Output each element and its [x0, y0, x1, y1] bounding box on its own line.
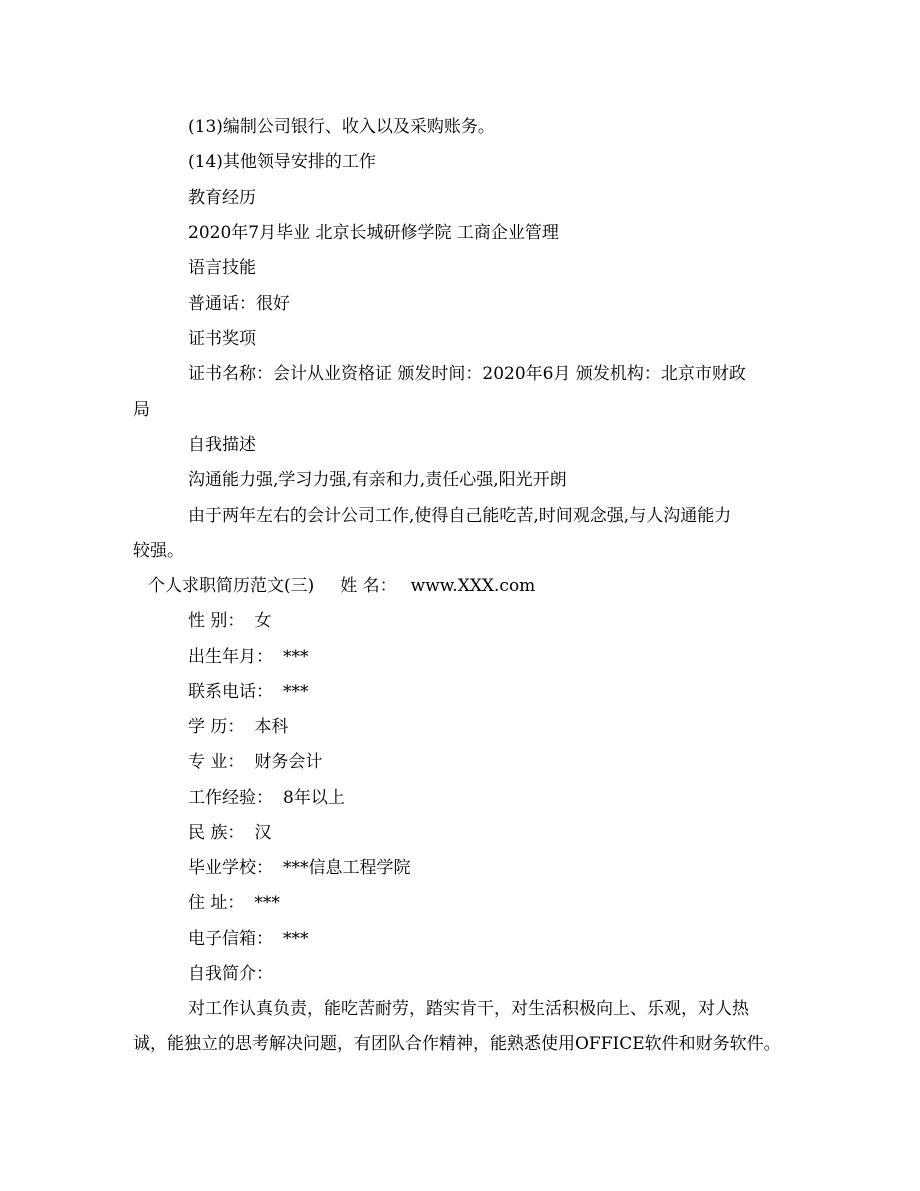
field-value: *** [283, 682, 309, 702]
field-email [188, 927, 309, 951]
field-value: *** [254, 893, 280, 913]
field-label: 专 业： [188, 752, 245, 772]
education-detail: 2020年7月毕业 北京长城研修学院 工商企业管理 [188, 223, 559, 243]
field-value: 本科 [254, 717, 289, 737]
self-intro-heading: 自我简介： [188, 964, 273, 984]
field-experience [188, 786, 345, 810]
field-value: 8年以上 [283, 788, 345, 808]
certificates-heading: 证书奖项 [188, 329, 256, 349]
field-major [188, 750, 322, 774]
field-phone [188, 680, 309, 704]
field-address [188, 891, 280, 915]
field-value: 汉 [254, 823, 272, 843]
self-description-heading: 自我描述 [188, 435, 256, 455]
field-value: *** [283, 929, 309, 949]
field-label: 电子信箱： [188, 929, 273, 949]
field-label: 联系电话： [188, 682, 273, 702]
resume-title-row [148, 574, 535, 598]
certificate-detail: 证书名称：会计从业资格证 颁发时间：2020年6月 颁发机构：北京市财政 [188, 364, 746, 384]
field-school [188, 856, 411, 880]
duty-item-14: (14)其他领导安排的工作 [188, 152, 376, 172]
self-intro-line: 对工作认真负责，能吃苦耐劳，踏实肯干，对生活积极向上、乐观，对人热 [188, 999, 749, 1019]
field-label: 毕业学校： [188, 858, 273, 878]
field-gender [188, 609, 271, 633]
field-label: 出生年月： [188, 647, 273, 667]
field-label: 学 历： [188, 717, 245, 737]
field-birth-date [188, 645, 309, 669]
field-education-level [188, 715, 288, 739]
self-intro-line: 诚，能独立的思考解决问题，有团队合作精神，能熟悉使用OFFICE软件和财务软件。 [133, 1034, 781, 1054]
field-label: 工作经验： [188, 788, 273, 808]
field-value: ***信息工程学院 [283, 858, 411, 878]
duty-item-13: (13)编制公司银行、收入以及采购账务。 [188, 117, 495, 137]
certificate-detail-continued: 局 [133, 400, 150, 420]
self-description-line: 由于两年左右的会计公司工作,使得自己能吃苦,时间观念强,与人沟通能力 [188, 506, 732, 526]
self-description-line: 较强。 [133, 541, 184, 561]
field-value: 女 [254, 611, 272, 631]
field-value: 财务会计 [254, 752, 323, 772]
self-description-line: 沟通能力强,学习力强,有亲和力,责任心强,阳光开朗 [188, 470, 567, 490]
field-ethnicity [188, 821, 271, 845]
education-heading: 教育经历 [188, 188, 256, 208]
name-value: www.XXX.com [410, 576, 536, 596]
resume-title: 个人求职简历范文(三) [148, 576, 315, 596]
field-label: 住 址： [188, 893, 245, 913]
field-label: 民 族： [188, 823, 245, 843]
language-detail: 普通话：很好 [188, 294, 290, 314]
name-label: 姓 名： [340, 576, 397, 596]
field-value: *** [283, 647, 309, 667]
field-label: 性 别： [188, 611, 245, 631]
language-heading: 语言技能 [188, 258, 256, 278]
